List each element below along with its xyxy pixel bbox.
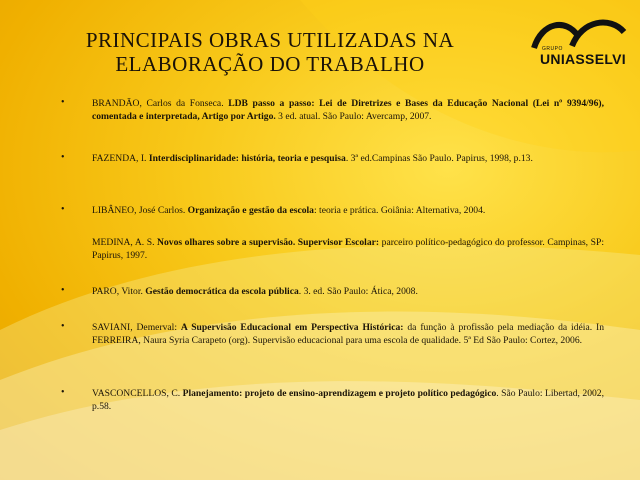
reference-author: FAZENDA, I. (92, 153, 149, 164)
bullet: • (61, 97, 65, 108)
reference-author: PARO, Vitor. (92, 286, 146, 297)
reference-details: parceiro político-pedagógico do professor. Campinas, SP: Papirus, 1997. (92, 237, 605, 261)
reference-item (61, 97, 604, 123)
bullet: • (61, 387, 65, 398)
reference-author: MEDINA, A. S. (92, 237, 158, 248)
reference-work: Planejamento: projeto de ensino-aprendizagem e projeto político pedagógico (182, 388, 497, 399)
reference-item (61, 152, 604, 165)
bullet: • (61, 321, 65, 332)
reference-item (61, 387, 604, 413)
reference-details: . 3. ed. São Paulo: Ática, 2008. (298, 286, 418, 297)
reference-item (61, 204, 604, 217)
reference-details: . São Paulo: Libertad, 2002, p.58. (92, 388, 604, 412)
title-line-1: PRINCIPAIS OBRAS UTILIZADAS NA (85, 28, 455, 52)
reference-details: . 3ª ed.Campinas São Paulo. Papirus, 1998, p.13. (345, 153, 533, 164)
bullet: • (61, 152, 65, 163)
reference-details: : teoria e prática. Goiânia: Alternativa, 2004. (313, 205, 486, 216)
logo-brand-text: UNIASSELVI (540, 51, 626, 67)
reference-author: BRANDÃO, Carlos da Fonseca. (92, 98, 229, 109)
reference-work: Interdisciplinaridade: história, teoria e pesquisa (148, 153, 346, 164)
reference-details: da função à profissão pela mediação da idéia. In FERREIRA, Naura Syria Carapeto (org). Supervisão educacional para uma escola de qualidade. 5ª Ed São Paulo: Cortez, 2006. (92, 322, 604, 346)
bullet: • (61, 204, 65, 215)
reference-author: VASCONCELLOS, C. (92, 388, 183, 399)
reference-work: LDB passo a passo: Lei de Diretrizes e Bases da Educação Nacional (Lei nº 9394/96), comentada e interpretada, Artigo por Artigo. (92, 98, 604, 122)
reference-details: 3 ed. atual. São Paulo: Avercamp, 2007. (275, 111, 432, 122)
reference-author: LIBÂNEO, José Carlos. (92, 205, 188, 216)
logo-grupo-text: GRUPO (542, 46, 563, 52)
reference-work: Gestão democrática da escola pública (145, 286, 299, 297)
reference-work: Organização e gestão da escola (187, 205, 314, 216)
reference-item (61, 285, 604, 298)
reference-author: SAVIANI, Demerval: (92, 322, 181, 333)
title-line-2: ELABORAÇÃO DO TRABALHO (115, 52, 425, 76)
reference-work: A Supervisão Educacional em Perspectiva Histórica: (180, 322, 404, 333)
reference-item (61, 321, 604, 347)
reference-work: Novos olhares sobre a supervisão. Supervisor Escolar: (157, 237, 380, 248)
reference-item (92, 236, 604, 262)
bullet: • (61, 285, 65, 296)
